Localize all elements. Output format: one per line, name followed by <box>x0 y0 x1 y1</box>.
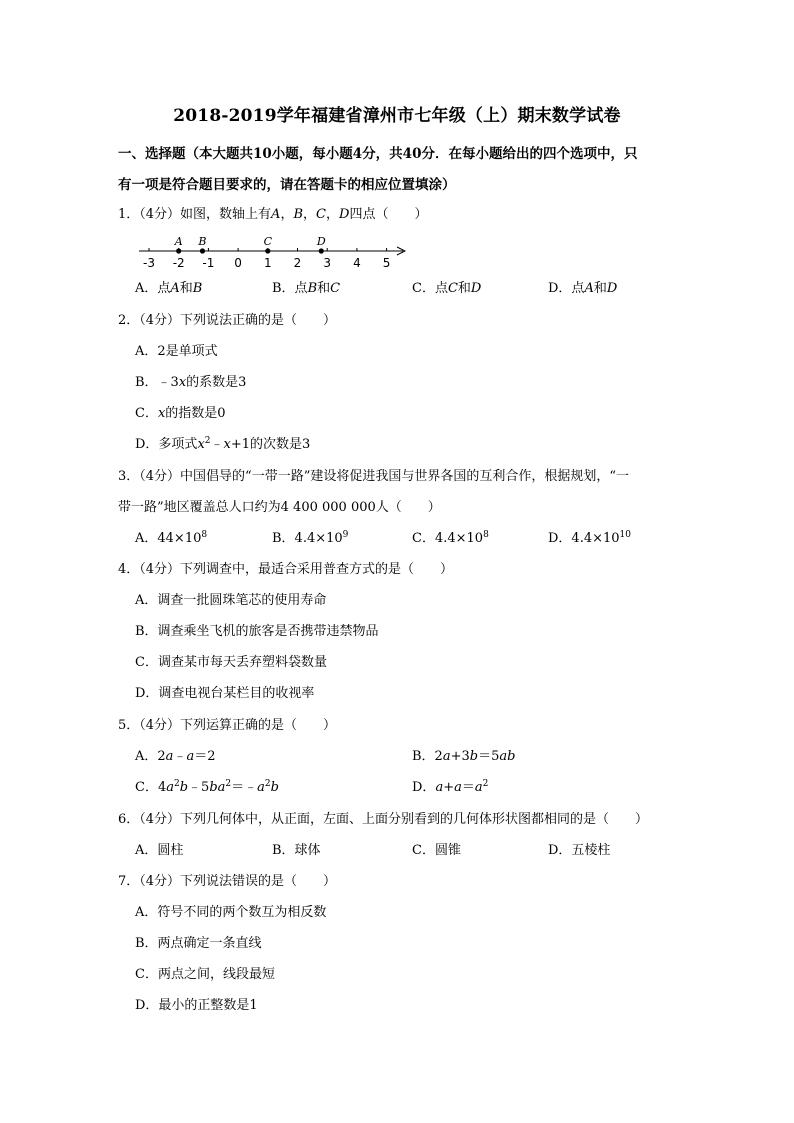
question-1-option-b[interactable]: B．点B和C <box>272 281 341 296</box>
number-line-point-d <box>319 248 324 253</box>
number-line-tick-label: -1 <box>202 256 215 270</box>
number-line-tick-label: -2 <box>172 256 185 270</box>
question-5-option-b[interactable]: B．2a+3b＝5ab <box>412 749 516 764</box>
question-6-option-d[interactable]: D．五棱柱 <box>548 843 611 858</box>
question-3-stem: 3．（4分）中国倡导的“一带一路”建设将促进我国与世界各国的互利合作，根据规划，“一 <box>118 469 629 484</box>
number-line-point-label: C <box>263 235 273 248</box>
question-2-option-b[interactable]: B．﹣3x的系数是3 <box>135 375 247 390</box>
question-4-option-b[interactable]: B．调查乘坐飞机的旅客是否携带违禁物品 <box>135 624 379 639</box>
question-1-option-d[interactable]: D．点A和D <box>548 281 618 296</box>
question-3-option-d[interactable]: D．$4.4\times 10^{10}$ <box>548 530 631 546</box>
question-7-option-b[interactable]: B．两点确定一条直线 <box>135 936 262 951</box>
number-line-tick-label: 1 <box>263 256 272 270</box>
number-line-point-label: A <box>174 235 183 248</box>
number-line-tick-label: 5 <box>382 256 391 270</box>
question-3-option-a[interactable]: A．$44\times 10^8$ <box>135 530 208 546</box>
number-line-figure <box>135 230 415 272</box>
question-4-option-a[interactable]: A．调查一批圆珠笔芯的使用寿命 <box>135 593 327 608</box>
number-line-tick-label: 4 <box>353 256 361 270</box>
number-line-point-b <box>200 248 205 253</box>
question-7-option-c[interactable]: C．两点之间，线段最短 <box>135 967 275 982</box>
question-3-option-c[interactable]: C．$4.4\times 10^8$ <box>412 530 489 546</box>
page-title: 2018-2019学年福建省漳州市七年级（上）期末数学试卷 <box>173 106 621 126</box>
question-6-stem: 6．（4分）下列几何体中，从正面，左面、上面分别看到的几何体形状图都相同的是（ ） <box>118 812 649 827</box>
question-4-option-c[interactable]: C．调查某市每天丢弃塑料袋数量 <box>135 655 327 670</box>
question-6-option-a[interactable]: A．圆柱 <box>135 843 184 858</box>
question-1-stem <box>118 206 427 224</box>
question-1-option-c[interactable]: C．点C和D <box>412 281 482 296</box>
question-5-option-c[interactable]: C．$4a^2b﹣5ba^2=﹣a^2b$ <box>135 779 279 795</box>
question-5-option-d[interactable]: D．$a+a=a^2$ <box>412 779 489 795</box>
number-line-point-label: D <box>316 235 326 248</box>
question-2-stem: 2．（4分）下列说法正确的是（ ） <box>118 313 337 328</box>
question-6-option-b[interactable]: B．球体 <box>272 843 321 858</box>
number-line-tick-label: -3 <box>143 256 155 270</box>
question-7-option-a[interactable]: A．符号不同的两个数互为相反数 <box>135 905 327 920</box>
question-7-option-d[interactable]: D．最小的正整数是1 <box>135 998 258 1013</box>
number-line-point-c <box>265 248 270 253</box>
section-heading-line2: 有一项是符合题目要求的，请在答题卡的相应位置填涂） <box>118 177 456 193</box>
question-2-option-a[interactable]: A．2是单项式 <box>135 344 218 359</box>
question-4-option-d[interactable]: D．调查电视台某栏目的收视率 <box>135 686 315 701</box>
question-3-option-b[interactable]: B．$4.4\times 10^9$ <box>272 530 349 546</box>
question-1-option-a[interactable]: A．点A和B <box>135 281 203 296</box>
question-4-stem: 4．（4分）下列调查中，最适合采用普查方式的是（ ） <box>118 562 454 577</box>
question-5-stem: 5．（4分）下列运算正确的是（ ） <box>118 718 337 733</box>
question-2-option-c[interactable]: C．x的指数是0 <box>135 406 226 421</box>
question-6-option-c[interactable]: C．圆锥 <box>412 843 461 858</box>
number-line-tick-label: 2 <box>293 256 302 270</box>
question-7-stem: 7．（4分）下列说法错误的是（ ） <box>118 874 337 889</box>
section-heading-line1: 一、选择题（本大题共10小题，每小题4分，共40分．在每小题给出的四个选项中，只 <box>118 146 638 162</box>
question-5-option-a[interactable]: A．2a﹣a＝2 <box>135 749 216 764</box>
number-line-point-a <box>176 248 181 253</box>
question-2-option-d[interactable]: D．多项式$x^2﹣x+1$的次数是3 <box>135 436 311 452</box>
number-line-point-label: B <box>198 235 207 248</box>
number-line-tick-label: 0 <box>234 256 242 270</box>
question-3-stem-continued: 带一路”地区覆盖总人口约为4 400 000 000人（ ） <box>118 500 441 515</box>
number-line-tick-label: 3 <box>323 256 332 270</box>
question-1-stem-text: 1．（4分）如图，数轴上有A，B，C，D四点（ ） <box>118 207 428 222</box>
